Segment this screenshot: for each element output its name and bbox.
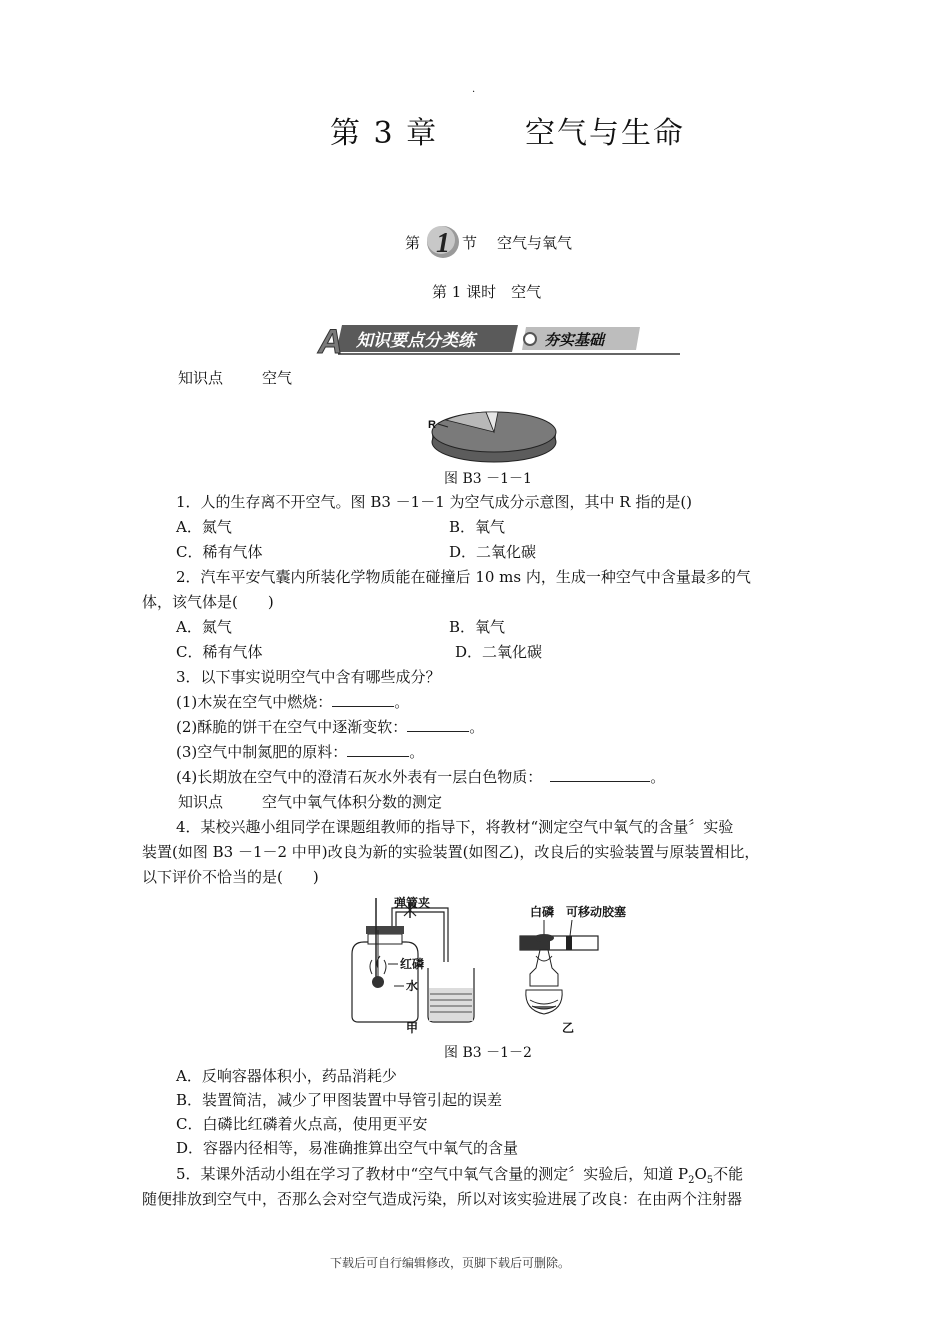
q3-sub2-blank[interactable] — [407, 717, 469, 732]
pie-r-label: R — [428, 419, 436, 431]
q3-sub2-end: 。 — [469, 718, 485, 736]
q4-option-a: A．反响容器体积小，药品消耗少 — [176, 1067, 397, 1085]
lesson-title: 第 1 课时 空气 — [432, 283, 542, 301]
q3-sub4-end: 。 — [650, 768, 666, 786]
q5-sub-2: 2 — [688, 1175, 695, 1186]
q2-line1: 2．汽车平安气囊内所装化学物质能在碰撞后 10 ms 内，生成一种空气中含量最多的气 — [176, 568, 751, 586]
q3-sub3-text: (3)空气中制氮肥的原料： — [176, 743, 348, 761]
label-movable-plug: 可移动胶塞 — [566, 905, 627, 919]
q2-option-a: A．氮气 — [176, 618, 232, 636]
kp2-label: 知识点 — [178, 793, 224, 811]
banner-bullet-icon — [524, 333, 536, 345]
banner-letter: A — [318, 323, 343, 361]
section-prefix: 第 — [405, 234, 421, 252]
q1-option-c: C．稀有气体 — [176, 543, 263, 561]
q2-option-b: B．氧气 — [449, 618, 506, 636]
banner-main: 知识要点分类练 — [356, 331, 475, 351]
q3-sub3-blank[interactable] — [347, 742, 409, 757]
q4-line2: 装置(如图 B3 －1－2 中甲)改良为新的实验装置(如图乙)，改良后的实验装置与原装置相比， — [142, 843, 760, 861]
q4-option-b: B．装置简洁，减少了甲图装置中导管引起的误差 — [176, 1091, 503, 1109]
q2-option-d: D．二氧化碳 — [455, 643, 543, 661]
q3-sub2 — [176, 715, 484, 740]
chapter-number: 第 3 章 — [330, 116, 439, 151]
q3-stem: 3．以下事实说明空气中含有哪些成分？ — [176, 668, 441, 686]
q3-sub3 — [176, 740, 424, 765]
section-banner — [298, 322, 682, 361]
section-title: 空气与氧气 — [497, 234, 573, 252]
q4-line3: 以下评价不恰当的是( ) — [142, 868, 319, 886]
q3-sub1-end: 。 — [394, 693, 410, 711]
q5-o: O — [694, 1165, 707, 1183]
banner-sub: 夯实基础 — [544, 331, 605, 349]
section-badge-icon — [426, 225, 460, 259]
section-number: 1 — [436, 228, 450, 259]
q5-line2: 随便排放到空气中，否那么会对空气造成污染，所以对该实验进展了改良：在由两个注射器 — [142, 1190, 743, 1208]
q4-line1: 4．某校兴趣小组同学在课题组教师的指导下，将教材“测定空气中氧气的含量〞实验 — [176, 818, 734, 836]
apparatus-figure — [348, 890, 627, 1036]
header-dot: . — [472, 84, 476, 95]
q3-sub4-text: (4)长期放在空气中的澄清石灰水外表有一层白色物质： — [176, 768, 543, 786]
q1-option-a: A．氮气 — [176, 518, 232, 536]
q3-sub1 — [176, 690, 409, 715]
q3-sub1-text: (1)木炭在空气中燃烧： — [176, 693, 333, 711]
air-composition-pie-figure — [428, 410, 558, 466]
kp1-title: 空气 — [262, 369, 293, 387]
q1-option-d: D．二氧化碳 — [449, 543, 537, 561]
q3-sub1-blank[interactable] — [332, 692, 394, 707]
page-footer: 下载后可自行编辑修改，页脚下载后可删除。 — [330, 1256, 571, 1270]
q3-sub2-text: (2)酥脆的饼干在空气中逐渐变软： — [176, 718, 408, 736]
q2-option-c: C．稀有气体 — [176, 643, 263, 661]
label-white-phosphorus: 白磷 — [530, 905, 555, 919]
q2-line2: 体，该气体是( ) — [142, 593, 274, 611]
q3-sub4-blank[interactable] — [550, 767, 650, 782]
q5-line1-text: 5．某课外活动小组在学习了教材中“空气中氧气含量的测定〞实验后，知道 P — [176, 1165, 689, 1183]
q5-line1-tail: 不能 — [713, 1165, 744, 1183]
q3-sub4 — [176, 765, 665, 790]
label-clip: 弹簧夹 — [394, 896, 431, 910]
q4-option-c: C．白磷比红磷着火点高，使用更平安 — [176, 1115, 428, 1133]
kp1-label: 知识点 — [178, 369, 224, 387]
q1-option-b: B．氧气 — [449, 518, 506, 536]
q3-sub3-end: 。 — [409, 743, 425, 761]
q5-sub-5: 5 — [706, 1175, 714, 1186]
q1-stem: 1．人的生存离不开空气。图 B3 －1－1 为空气成分示意图，其中 R 指的是() — [176, 493, 693, 511]
section-number-badge — [426, 225, 460, 259]
label-water: 水 — [406, 979, 419, 993]
label-red-phosphorus: 红磷 — [400, 957, 425, 971]
section-suffix: 节 — [462, 234, 478, 252]
label-yi: 乙 — [562, 1021, 575, 1035]
q4-option-d: D．容器内径相等，易准确推算出空气中氧气的含量 — [176, 1139, 519, 1157]
kp2-title: 空气中氧气体积分数的测定 — [262, 793, 443, 811]
fig2-caption: 图 B3 －1－2 — [444, 1045, 532, 1061]
fig1-caption: 图 B3 －1－1 — [444, 471, 532, 487]
chapter-title: 空气与生命 — [525, 116, 685, 151]
label-jia: 甲 — [406, 1021, 419, 1035]
